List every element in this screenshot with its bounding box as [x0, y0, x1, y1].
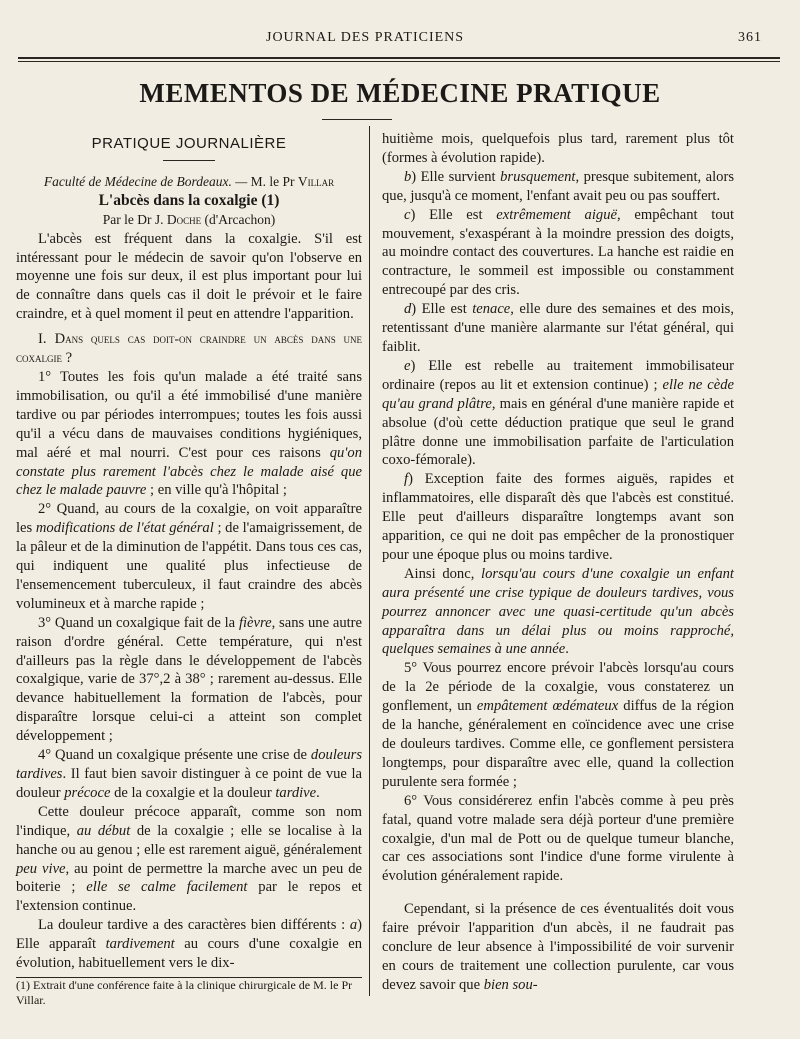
paragraph-conclusion [382, 565, 734, 660]
article-title: L'abcès dans la coxalgie (1) [98, 191, 280, 209]
paragraph-item-e [382, 357, 734, 470]
text-run: ) Exception faite des formes aiguës, rapides et inflammatoires, elle disparaît dès que l'abcès est constitué. Elle peut d'ailleurs disparaître longtemps avant son apparition, ce qui ne doit pas empêcher de la pronostiquer pour une époque plus ou moins tardive. [382, 471, 734, 563]
text-run-italic: elle se calme facilement [86, 879, 248, 896]
text-run: Cette douleur précoce apparaît, comme son nom l'indique, [16, 803, 362, 839]
text-run: par le repos et l'extension continue. [16, 879, 362, 915]
paragraph-continuation: huitième mois, quelquefois plus tard, rarement plus tôt (formes à évolution rapide). [382, 131, 734, 166]
article-faculty [16, 173, 362, 192]
running-head [0, 30, 800, 50]
text-run-italic: elle ne cède qu'au grand plâtre [382, 376, 734, 412]
question-heading-initial: I. D [38, 331, 66, 348]
article-byline [16, 211, 362, 230]
text-run: au cours d'une coxalgie en évolution, habituellement vers le dix- [16, 936, 362, 972]
faculty-professor: M. le Pr [250, 173, 298, 189]
text-run: , au point de permettre la marche avec un peu de boiterie ; [16, 860, 362, 896]
text-run-italic: douleurs tardives [16, 747, 362, 782]
footnote: (1) Extrait d'une conférence faite à la clinique chirurgicale de M. le Pr Villar. [16, 977, 353, 1007]
text-run-italic: extrêmement aiguë [496, 206, 617, 223]
text-run-italic: au début [76, 822, 131, 839]
text-run-italic: bien sou- [483, 976, 538, 993]
text-run: La douleur tardive a des caractères bien différents : [38, 917, 350, 934]
text-run: ) Elle est [410, 206, 497, 223]
byline-author: Doche [166, 211, 202, 227]
paragraph-point-1 [16, 368, 362, 500]
text-run: ; de l'amaigrissement, de la pâleur et de la diminution de l'appétit. Dans tous ces cas, qui indiquent une qualité plus infectieuse de l'ensemencement tuberculeux, il faut craindre des abcès volumineux et à marche rapide ; [16, 520, 362, 612]
paragraph-item-d [382, 300, 734, 357]
text-run: , mais en général d'une manière rapide et absolue (d'où cette déduction pratique que seul le grand plâtre donne une immobilisation parfaite de l'articulation coxo-fémorale). [382, 395, 735, 469]
text-run-italic: brusquement [500, 168, 576, 185]
paragraph-intro: L'abcès est fréquent dans la coxalgie. S'il est intéressant pour le médecin de savoir qu'on l'observe en moyenne une fois sur deux, il est plus important pour lui de connaître dans quels cas il doit le prévoir et le faire craindre, et à quel moment il peut en attendre l'apparition. [16, 230, 362, 323]
header-rule-thick [18, 57, 780, 59]
text-run: , sans une autre raison d'ordre général. Cette température, qui n'est d'ailleurs pas la règle dans le développement de l'abcès coxalgique, varie de 37°,2 à 38° ; rarement au-dessus. Elle devance habituellement la formation de l'abcès, pour disparaître lorsque celui-ci a atteint son complet développement ; [16, 614, 363, 745]
text-run: 4° Quand un coxalgique présente une crise de [38, 747, 311, 764]
text-run: 3° Quand un coxalgique fait de la [38, 614, 239, 631]
item-letter: b [404, 168, 412, 185]
text-run: 2° Quand, au cours de la coxalgie, on voit apparaître les [16, 501, 362, 537]
text-run: ) Elle est rebelle au traitement immobilisateur ordinaire (repos au lit et extension continue) ; [382, 357, 734, 393]
item-letter: d [404, 301, 412, 318]
section-rule [163, 160, 215, 161]
question-heading-mark: ? [62, 350, 73, 367]
text-run-italic: tardivement [105, 936, 175, 953]
paragraph-point-3 [16, 614, 362, 746]
faculty-name: Faculté de Médecine de Bordeaux. — [43, 173, 251, 189]
text-run: 5° Vous pourrez encore prévoir l'abcès lorsqu'au cours de la 2e période de la coxalgie, vous constaterez un gonflement, un [382, 660, 734, 715]
paragraph-point-5 [382, 659, 734, 791]
page-number: 361 [738, 30, 762, 45]
paragraph-point-4 [16, 746, 362, 803]
text-run: de la coxalgie et la douleur [110, 784, 276, 801]
header-rule-thin [18, 61, 780, 62]
question-heading [16, 330, 362, 368]
text-run-italic: lorsqu'au cours d'une coxalgie un enfant aura présenté une crise typique de douleurs tardives, vous pourrez annoncer avec une quasi-certitude qu'un abcès apparaîtra dans un délai plus ou moins rapproché, quelques semaines à une année [382, 565, 734, 658]
text-run: de la coxalgie ; elle se localise à la hanche ou au genou ; elle est rarement aiguë, généralement [16, 822, 362, 858]
text-run: Cependant, si la présence de ces éventualités doit vous faire prévoir l'apparition d'un abcès, il ne faudrait pas conclure de leur absence à l'impossibilité de voir survenir en cours de traitement une collection purulente, car vous devez savoir que [382, 901, 734, 993]
text-run: 1° Toutes les fois qu'un malade a été traité sans immobilisation, ou qu'il a été immobilisé d'une manière tardive ou par périodes interrompues; toutes les fois aussi qu'il a vécu dans de mauvaises conditions hygiéniques, mal aéré et mal nourri. C'est pour ces raisons [16, 368, 362, 461]
paragraph-item-f [382, 470, 734, 565]
right-column [382, 130, 734, 995]
page-title: MEMENTOS DE MÉDECINE PRATIQUE [139, 78, 661, 108]
text-run: ; en ville qu'à l'hôpital ; [146, 482, 287, 499]
section-heading: PRATIQUE JOURNALIÈRE [91, 135, 287, 152]
paragraph-early-pain [16, 803, 362, 916]
text-run: , elle dure des semaines et des mois, retentissant d'une manière alarmante sur l'état général, qui faiblit. [382, 301, 734, 355]
text-run-italic: modifications de l'état général [35, 520, 214, 537]
journal-name: JOURNAL DES PRATICIENS [266, 30, 465, 45]
paragraph-point-6: 6° Vous considérerez enfin l'abcès comme à peu près fatal, quand votre malade sera déjà porteur d'une première coxalgie, d'un mal de Pott ou de quelque tumeur blanche, car ces associations sont l'indice d'une forme virulente à évolution généralement rapide. [382, 792, 734, 885]
byline-place: (d'Arcachon) [201, 211, 276, 227]
paragraph-item-b [382, 168, 734, 206]
paragraph-point-2 [16, 500, 362, 613]
paragraph-late-pain [16, 916, 362, 973]
text-run: Ainsi donc, [404, 565, 482, 582]
text-run: ) Elle apparaît [16, 917, 362, 953]
text-run: ) Elle survient [411, 168, 501, 185]
item-letter: e [404, 357, 411, 374]
text-run-italic: qu'on constate plus rarement l'abcès chez le malade aisé que chez le malade pauvre [16, 444, 362, 499]
text-run: . Il faut bien savoir distinguer à ce point de vue la douleur [16, 766, 362, 801]
text-run-italic: fièvre [238, 614, 272, 631]
item-letter: c [404, 206, 411, 223]
item-letter: f [404, 471, 409, 488]
paragraph-however [382, 900, 734, 995]
left-column [16, 130, 362, 1008]
title-underline [322, 119, 392, 120]
text-run-italic: a [349, 917, 358, 934]
text-run-italic: peu vive [16, 860, 66, 877]
byline-prefix: Par le Dr J. [102, 211, 167, 227]
text-run: , presque subitement, alors que, jusqu'à ce moment, l'enfant avait peu ou pas souffert. [382, 168, 734, 204]
faculty-professor-name: Villar [297, 173, 335, 189]
text-run: diffus de la région de la hanche, généralement en coïncidence avec une crise de douleurs tardives. Comme elle, ce gonflement persistera longtemps, pour disparaître avec elle, quand la collection purulente sera formée ; [382, 698, 734, 790]
text-run: ) Elle est [411, 301, 473, 318]
question-heading-text: ans quels cas doit-on craindre un abcès dans une coxalgie [16, 331, 362, 366]
text-run: . [316, 784, 320, 801]
text-run-italic: empâtement œdémateux [476, 698, 619, 715]
column-divider [369, 126, 370, 996]
text-run-italic: tenace [472, 301, 511, 318]
text-run-italic: précoce [64, 784, 111, 801]
text-run: , empêchant tout mouvement, s'exaspérant à la moindre pression des doigts, au moindre contact des couvertures. La hanche est raidie en contracture, le sommeil est impossible ou constamment entrecoupé par des cris. [382, 206, 735, 299]
text-run: . [565, 641, 569, 658]
paragraph-item-c [382, 206, 734, 301]
text-run-italic: tardive [275, 784, 317, 801]
